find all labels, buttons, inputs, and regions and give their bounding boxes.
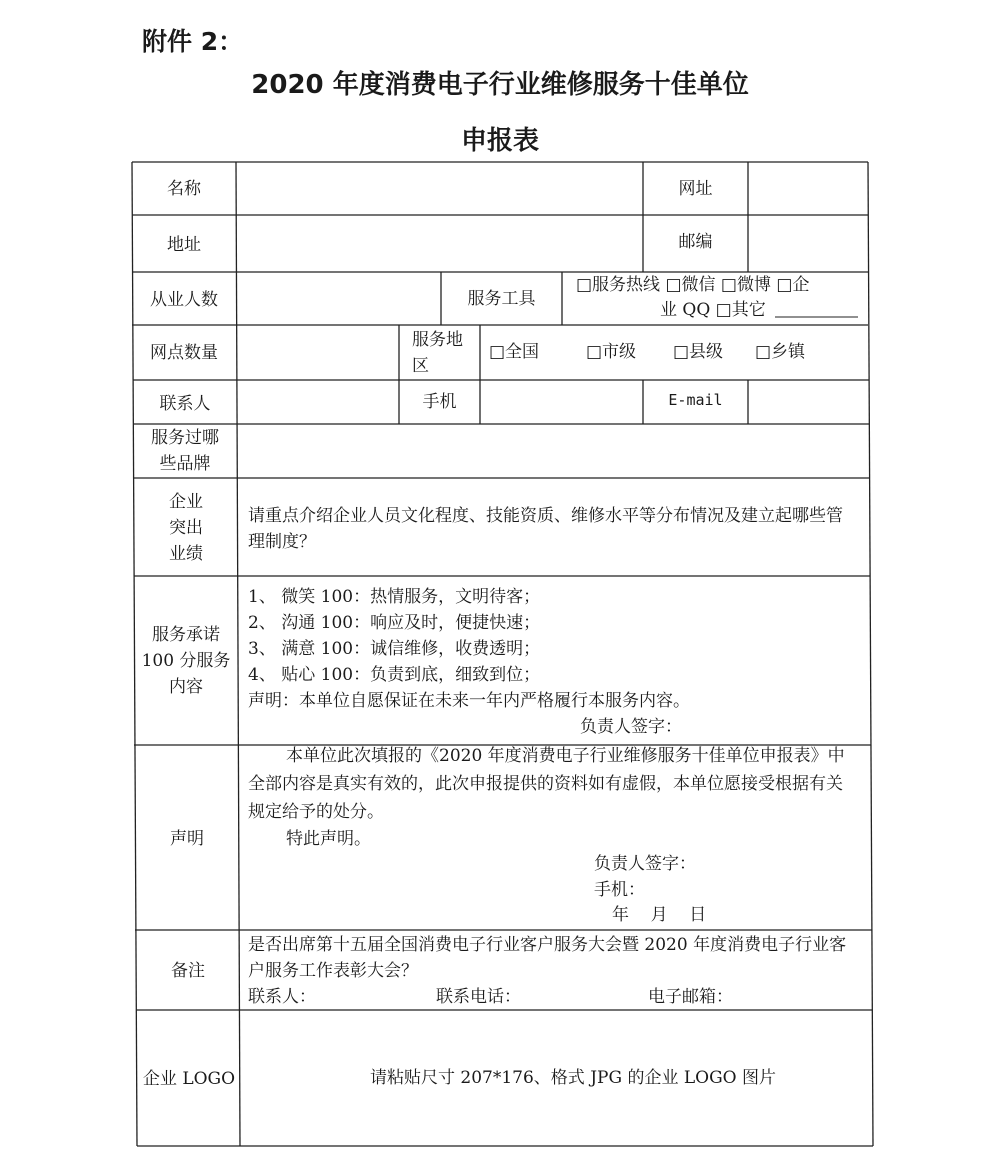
address-label: 地址 bbox=[167, 235, 201, 255]
document-title: 2020 年度消费电子行业维修服务十佳单位 bbox=[251, 70, 749, 100]
remarks-email-label[interactable]: 电子邮箱： bbox=[648, 987, 733, 1007]
website-field[interactable] bbox=[750, 164, 866, 213]
commitment-label: 服务承诺 bbox=[152, 625, 220, 645]
commitment-label-3: 内容 bbox=[169, 677, 203, 697]
service-tools-label: 服务工具 bbox=[467, 289, 536, 309]
contact-person-field[interactable] bbox=[240, 382, 397, 422]
email-field[interactable] bbox=[750, 382, 867, 422]
declaration-text-3: 规定给予的处分。 bbox=[248, 802, 384, 822]
declaration-label: 声明 bbox=[170, 829, 204, 849]
area-option-city[interactable]: □市级 bbox=[586, 342, 637, 362]
declaration-signature-label[interactable]: 负责人签字： bbox=[594, 854, 696, 874]
remarks-question: 是否出席第十五届全国消费电子行业客户服务大会暨 2020 年度消费电子行业客 bbox=[248, 935, 847, 955]
website-label: 网址 bbox=[678, 179, 713, 199]
attachment-label: 附件 2： bbox=[142, 27, 244, 56]
commitment-signature-label[interactable]: 负责人签字： bbox=[580, 717, 682, 737]
area-option-national[interactable]: □全国 bbox=[489, 342, 540, 362]
mobile-label: 手机 bbox=[422, 392, 457, 412]
remarks-phone-label[interactable]: 联系电话： bbox=[436, 987, 521, 1007]
declaration-closing: 特此声明。 bbox=[286, 829, 371, 849]
logo-paste-area[interactable]: 请粘贴尺寸 207*176、格式 JPG 的企业 LOGO 图片 bbox=[370, 1068, 776, 1088]
remarks-question-cont: 户服务工作表彰大会？ bbox=[248, 961, 418, 981]
achievements-label-2: 突出 bbox=[169, 518, 203, 538]
area-option-county[interactable]: □县级 bbox=[673, 342, 724, 362]
service-area-label: 服务地 bbox=[412, 330, 463, 350]
declaration-date[interactable]: 年 月 日 bbox=[612, 905, 707, 925]
staff-count-field[interactable] bbox=[240, 274, 439, 323]
commitment-statement: 声明：本单位自愿保证在未来一年内严格履行本服务内容。 bbox=[248, 691, 690, 711]
postcode-label: 邮编 bbox=[678, 232, 713, 252]
brands-label: 服务过哪 bbox=[151, 428, 219, 448]
contact-person-label: 联系人 bbox=[159, 394, 211, 414]
brands-label-cont: 些品牌 bbox=[159, 454, 211, 474]
postcode-field[interactable] bbox=[750, 217, 866, 270]
area-option-township[interactable]: □乡镇 bbox=[755, 342, 806, 362]
declaration-text-2: 全部内容是真实有效的，此次申报提供的资料如有虚假，本单位愿接受根据有关 bbox=[248, 774, 843, 794]
address-field[interactable] bbox=[240, 217, 640, 270]
achievements-label: 企业 bbox=[169, 492, 203, 512]
outlets-field[interactable] bbox=[240, 327, 397, 378]
remarks-contact-label[interactable]: 联系人： bbox=[248, 987, 316, 1007]
mobile-field[interactable] bbox=[482, 382, 641, 422]
outlets-label: 网点数量 bbox=[150, 343, 218, 363]
commitment-item: 3、 满意 100：诚信维修，收费透明； bbox=[248, 639, 541, 659]
name-label: 名称 bbox=[167, 179, 201, 199]
declaration-text: 本单位此次填报的《2020 年度消费电子行业维修服务十佳单位申报表》中 bbox=[286, 746, 845, 766]
service-tools-options[interactable]: □服务热线 □微信 □微博 □企 bbox=[576, 275, 810, 295]
commitment-item: 1、 微笑 100：热情服务，文明待客； bbox=[248, 587, 541, 607]
document-subtitle: 申报表 bbox=[460, 126, 539, 156]
declaration-mobile-label[interactable]: 手机： bbox=[594, 880, 645, 900]
logo-label: 企业 LOGO bbox=[142, 1069, 236, 1089]
email-label: E-mail bbox=[668, 391, 723, 409]
staff-count-label: 从业人数 bbox=[150, 290, 218, 310]
achievements-prompt[interactable]: 请重点介绍企业人员文化程度、技能资质、维修水平等分布情况及建立起哪些管 bbox=[248, 506, 843, 526]
brands-field[interactable] bbox=[240, 426, 867, 476]
commitment-label-2: 100 分服务 bbox=[141, 651, 231, 671]
name-field[interactable] bbox=[240, 164, 640, 213]
achievements-prompt-cont[interactable]: 理制度？ bbox=[248, 532, 316, 552]
achievements-label-3: 业绩 bbox=[169, 544, 203, 564]
service-area-label-cont: 区 bbox=[412, 356, 429, 376]
remarks-label: 备注 bbox=[171, 961, 205, 981]
commitment-item: 4、 贴心 100：负责到底，细致到位； bbox=[248, 665, 541, 685]
service-tools-options-cont[interactable]: 业 QQ □其它 bbox=[660, 300, 766, 320]
commitment-item: 2、 沟通 100：响应及时，便捷快速； bbox=[248, 613, 541, 633]
